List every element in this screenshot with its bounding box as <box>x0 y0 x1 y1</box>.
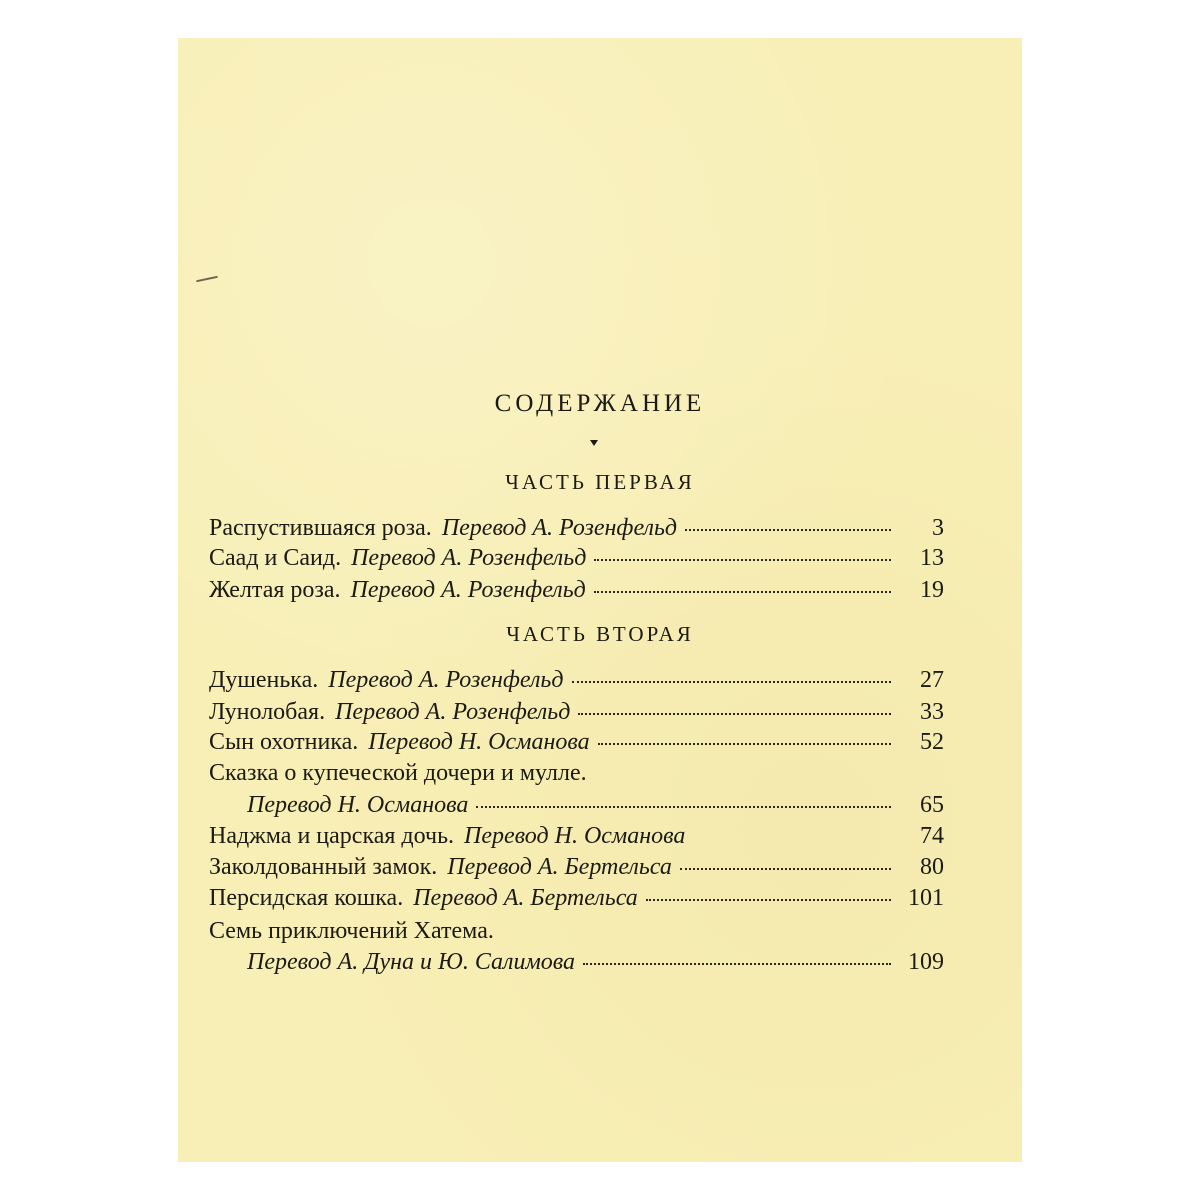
toc-entry <box>209 513 943 543</box>
entry-translator: Перевод Н. Османова <box>247 792 469 818</box>
toc-entry <box>209 575 943 605</box>
paper-speck <box>196 276 218 283</box>
entry-page: 33 <box>920 699 944 725</box>
part1-title: ЧАСТЬ ПЕРВАЯ <box>505 470 695 494</box>
toc-entry <box>247 790 943 820</box>
entry-page: 101 <box>908 885 944 911</box>
entry-title: Сын охотника. <box>209 729 359 755</box>
dot-leader <box>583 963 891 965</box>
entry-translator: Перевод А. Бертельса <box>413 885 638 911</box>
dot-leader <box>572 681 892 683</box>
dot-leader <box>646 899 891 901</box>
entry-title: Наджма и царская дочь. <box>209 823 455 849</box>
toc-entry <box>209 883 943 913</box>
entry-translator: Перевод А. Розенфельд <box>350 577 586 603</box>
entry-page: 74 <box>920 823 944 849</box>
toc-entry <box>209 727 943 757</box>
entry-translator: Перевод А. Розенфельд <box>351 545 587 571</box>
dot-leader <box>594 591 891 593</box>
entry-translator: Перевод А. Бертельса <box>447 854 672 880</box>
entry-title: Распустившаяся роза. <box>209 515 432 541</box>
toc-entry <box>209 821 943 851</box>
entry-page: 27 <box>920 667 944 693</box>
entry-title-long: Сказка о купеческой дочери и мулле. <box>209 760 587 786</box>
book-page <box>178 38 1022 1162</box>
entry-title: Саад и Саид. <box>209 545 342 571</box>
entry-title: Персидская кошка. <box>209 885 404 911</box>
entry-page: 109 <box>908 949 944 975</box>
entry-title-long: Семь приключений Хатема. <box>209 918 494 944</box>
toc-entry <box>247 947 943 977</box>
dot-leader <box>598 743 891 745</box>
entry-title: Лунолобая. <box>209 699 326 725</box>
dot-leader <box>476 806 891 808</box>
dot-leader <box>680 868 891 870</box>
entry-title: Душенька. <box>209 667 319 693</box>
entry-page: 80 <box>920 854 944 880</box>
contents-heading: СОДЕРЖАНИЕ <box>494 390 706 417</box>
part2-title: ЧАСТЬ ВТОРАЯ <box>506 622 694 646</box>
dot-leader <box>594 559 891 561</box>
toc-entry <box>209 697 943 727</box>
entry-title: Заколдованный замок. <box>209 854 438 880</box>
toc-entry <box>209 543 943 573</box>
dot-leader <box>578 713 891 715</box>
dot-leader <box>685 529 891 531</box>
entry-page: 19 <box>920 577 944 603</box>
entry-translator: Перевод А. Розенфельд <box>335 699 571 725</box>
entry-translator: Перевод А. Розенфельд <box>328 667 564 693</box>
entry-translator: Перевод А. Розенфельд <box>441 515 678 541</box>
toc-entry <box>209 852 943 882</box>
entry-translator: Перевод А. Дуна и Ю. Салимова <box>247 949 576 975</box>
entry-translator: Перевод Н. Османова <box>464 823 686 849</box>
entry-page: 13 <box>920 545 944 571</box>
entry-title: Желтая роза. <box>209 577 341 603</box>
ornament-icon <box>590 440 598 446</box>
entry-page: 3 <box>932 515 944 541</box>
entry-page: 65 <box>920 792 944 818</box>
entry-translator: Перевод Н. Османова <box>368 729 590 755</box>
entry-page: 52 <box>920 729 944 755</box>
toc-entry <box>209 665 943 695</box>
